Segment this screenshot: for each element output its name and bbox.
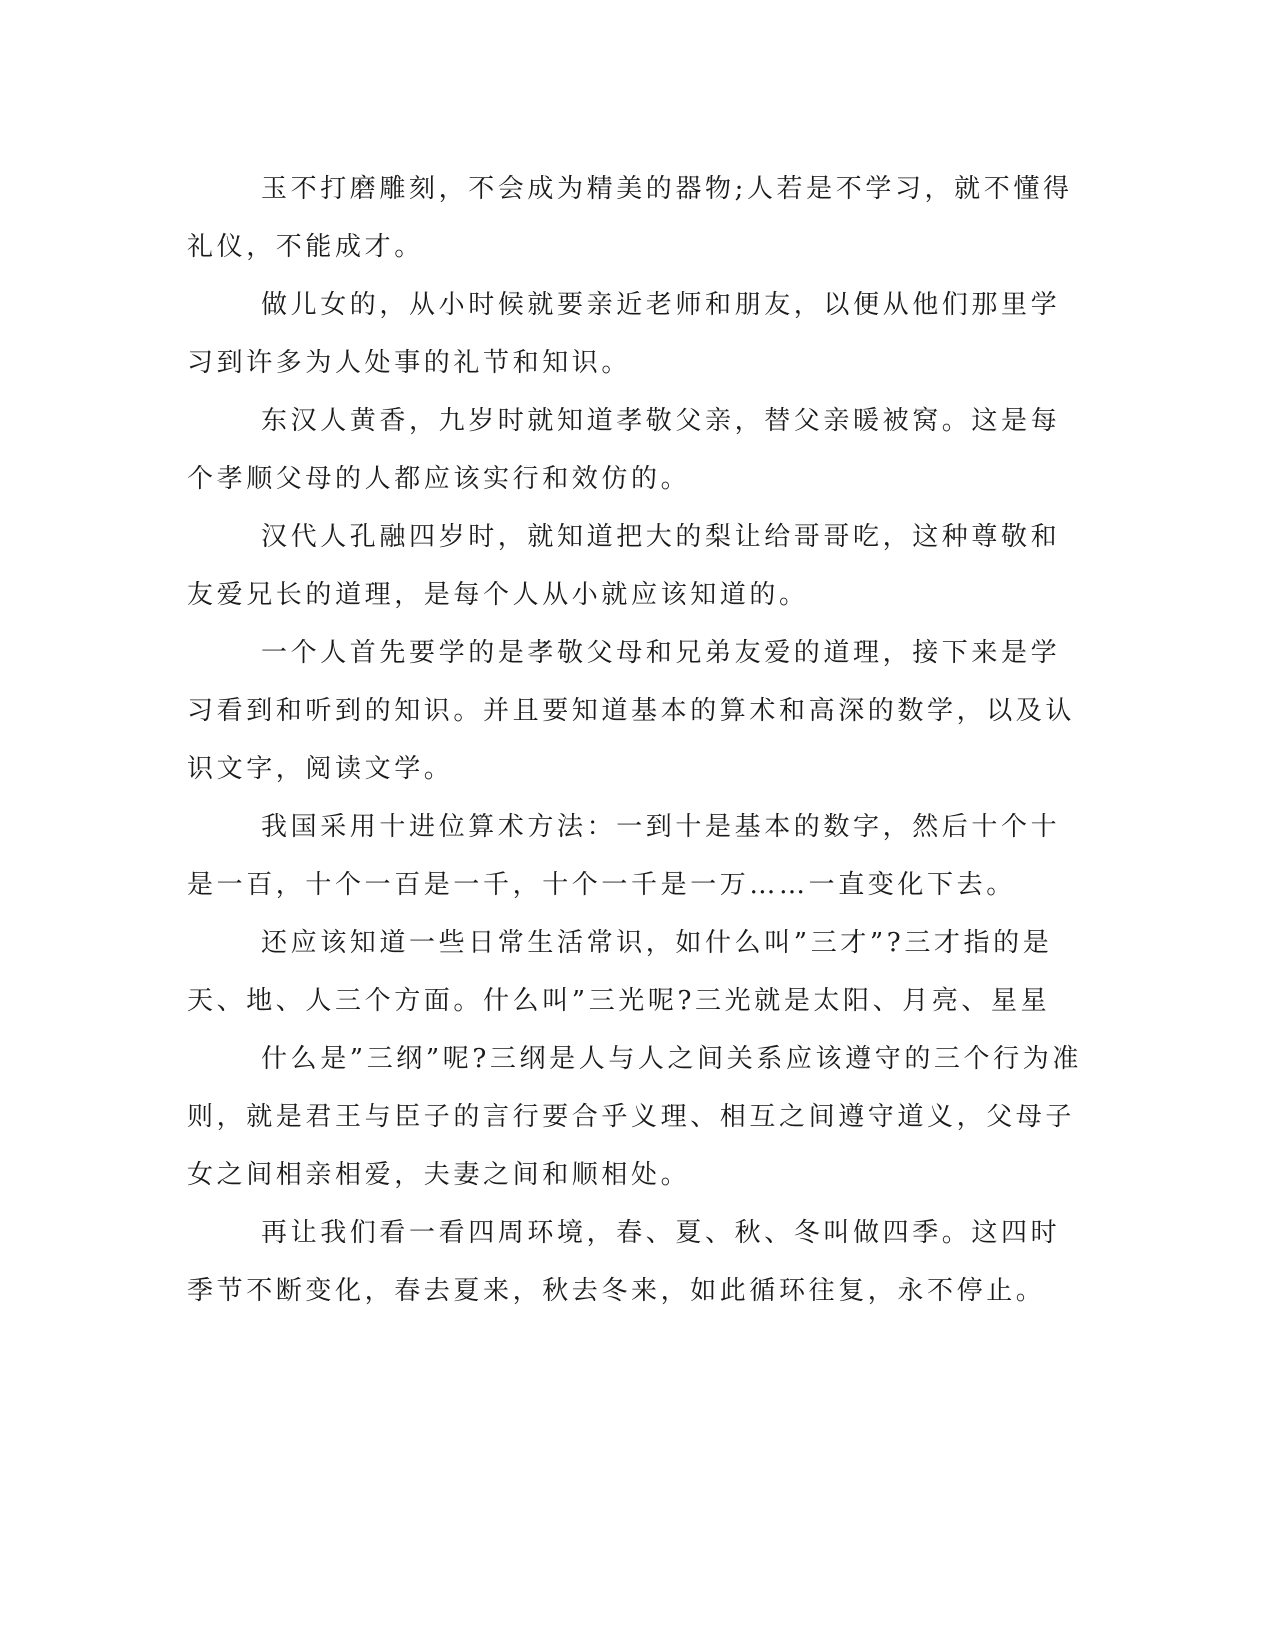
paragraph: 还应该知道一些日常生活常识，如什么叫”三才”?三才指的是天、地、人三个方面。什么叫”三光呢?三光就是太阳、月亮、星星 xyxy=(187,928,1053,1016)
paragraph: 做儿女的，从小时候就要亲近老师和朋友，以便从他们那里学习到许多为人处事的礼节和知识。 xyxy=(187,290,1061,378)
paragraph: 再让我们看一看四周环境，春、夏、秋、冬叫做四季。这四时季节不断变化，春去夏来，秋去冬来，如此循环往复，永不停止。 xyxy=(187,1218,1061,1306)
paragraph: 汉代人孔融四岁时，就知道把大的梨让给哥哥吃，这种尊敬和友爱兄长的道理，是每个人从小就应该知道的。 xyxy=(187,522,1061,610)
document-body xyxy=(187,160,1087,1320)
paragraph: 玉不打磨雕刻，不会成为精美的器物;人若是不学习，就不懂得礼仪，不能成才。 xyxy=(187,174,1073,262)
paragraph: 一个人首先要学的是孝敬父母和兄弟友爱的道理，接下来是学习看到和听到的知识。并且要知道基本的算术和高深的数学，以及认识文字，阅读文学。 xyxy=(187,638,1076,784)
paragraph: 东汉人黄香，九岁时就知道孝敬父亲，替父亲暖被窝。这是每个孝顺父母的人都应该实行和效仿的。 xyxy=(187,406,1061,494)
paragraph: 什么是”三纲”呢?三纲是人与人之间关系应该遵守的三个行为准则，就是君王与臣子的言行要合乎义理、相互之间遵守道义，父母子女之间相亲相爱，夫妻之间和顺相处。 xyxy=(187,1044,1082,1190)
paragraph: 我国采用十进位算术方法：一到十是基本的数字，然后十个十是一百，十个一百是一千，十个一千是一万……一直变化下去。 xyxy=(187,812,1061,900)
